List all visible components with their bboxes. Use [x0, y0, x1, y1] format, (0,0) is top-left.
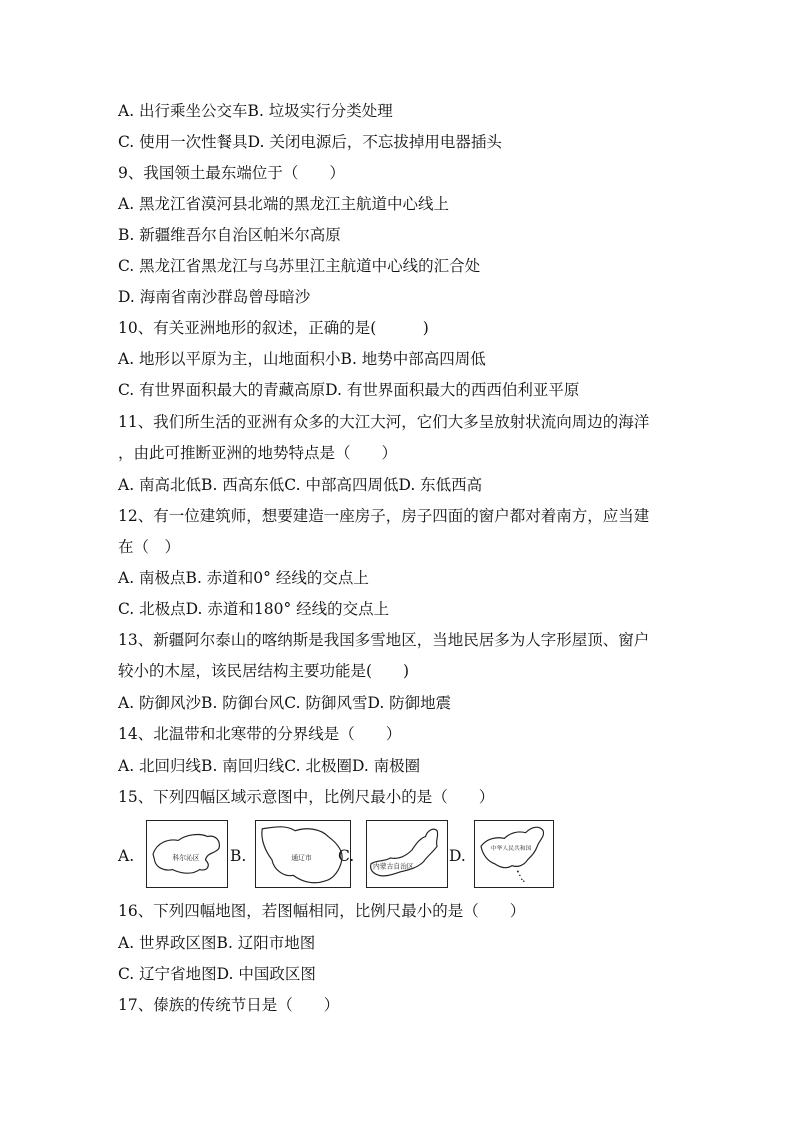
map-option-b-label: B.: [230, 847, 247, 865]
map-option-a-label: A.: [118, 847, 135, 865]
q11-question-line2: ，由此可推断亚洲的地势特点是（ ）: [118, 444, 398, 462]
map-option-d-label: D.: [449, 847, 466, 865]
horqin-district-map: [147, 821, 227, 887]
q9-option-b: B. 新疆维吾尔自治区帕米尔高原: [118, 226, 341, 244]
china-map: [475, 821, 553, 887]
map-option-b-text: 通辽市: [291, 853, 312, 862]
q17-question: 17、傣族的传统节日是（ ）: [118, 996, 340, 1014]
map-option-c-image: [366, 820, 448, 888]
q13-question-line2: 较小的木屋，该民居结构主要功能是( ): [118, 662, 410, 680]
q8-options-ab: A. 出行乘坐公交车B. 垃圾实行分类处理: [118, 102, 393, 120]
q13-question-line1: 13、新疆阿尔泰山的喀纳斯是我国多雪地区，当地民居多为人字形屋顶、窗户: [118, 631, 650, 649]
q11-options: A. 南高北低B. 西高东低C. 中部高四周低D. 东低西高: [118, 476, 483, 494]
q14-options: A. 北回归线B. 南回归线C. 北极圈D. 南极圈: [118, 757, 421, 775]
q10-options-ab: A. 地形以平原为主，山地面积小B. 地势中部高四周低: [118, 350, 486, 368]
q15-question: 15、下列四幅区域示意图中，比例尺最小的是（ ）: [118, 788, 495, 806]
q10-question: 10、有关亚洲地形的叙述，正确的是( ): [118, 319, 429, 337]
q15-map-options: [118, 820, 678, 890]
inner-mongolia-map: [367, 821, 447, 887]
q16-options-ab: A. 世界政区图B. 辽阳市地图: [118, 934, 316, 952]
q9-option-d: D. 海南省南沙群岛曾母暗沙: [118, 288, 311, 306]
map-option-c-text: 内蒙古自治区: [373, 862, 414, 871]
map-option-a-text: 科尔沁区: [172, 853, 200, 862]
q13-options: A. 防御风沙B. 防御台风C. 防御风雪D. 防御地震: [118, 694, 452, 712]
map-option-b-image: [255, 820, 351, 888]
q9-question: 9、我国领土最东端位于（ ）: [118, 164, 345, 182]
q12-options-ab: A. 南极点B. 赤道和0° 经线的交点上: [118, 569, 369, 587]
map-option-a-image: [146, 820, 228, 888]
q8-options-cd: C. 使用一次性餐具D. 关闭电源后，不忘拔掉用电器插头: [118, 133, 502, 151]
q12-question-line2: 在（ ）: [118, 538, 181, 556]
q12-question-line1: 12、有一位建筑师，想要建造一座房子，房子四面的窗户都对着南方，应当建: [118, 507, 650, 525]
q16-options-cd: C. 辽宁省地图D. 中国政区图: [118, 965, 316, 983]
map-option-c-label: C.: [338, 847, 355, 865]
q10-options-cd: C. 有世界面积最大的青藏高原D. 有世界面积最大的西西伯利亚平原: [118, 381, 580, 399]
q11-question-line1: 11、我们所生活的亚洲有众多的大江大河，它们大多呈放射状流向周边的海洋: [118, 413, 650, 431]
q16-question: 16、下列四幅地图，若图幅相同，比例尺最小的是（ ）: [118, 902, 526, 920]
q9-option-a: A. 黑龙江省漠河县北端的黑龙江主航道中心线上: [118, 195, 450, 213]
q9-option-c: C. 黑龙江省黑龙江与乌苏里江主航道中心线的汇合处: [118, 257, 481, 275]
map-option-d-text: 中华人民共和国: [490, 846, 532, 853]
q14-question: 14、北温带和北寒带的分界线是（ ）: [118, 725, 402, 743]
q12-options-cd: C. 北极点D. 赤道和180° 经线的交点上: [118, 600, 390, 618]
map-option-d-image: [474, 820, 554, 888]
tongliao-city-map: [256, 821, 350, 887]
